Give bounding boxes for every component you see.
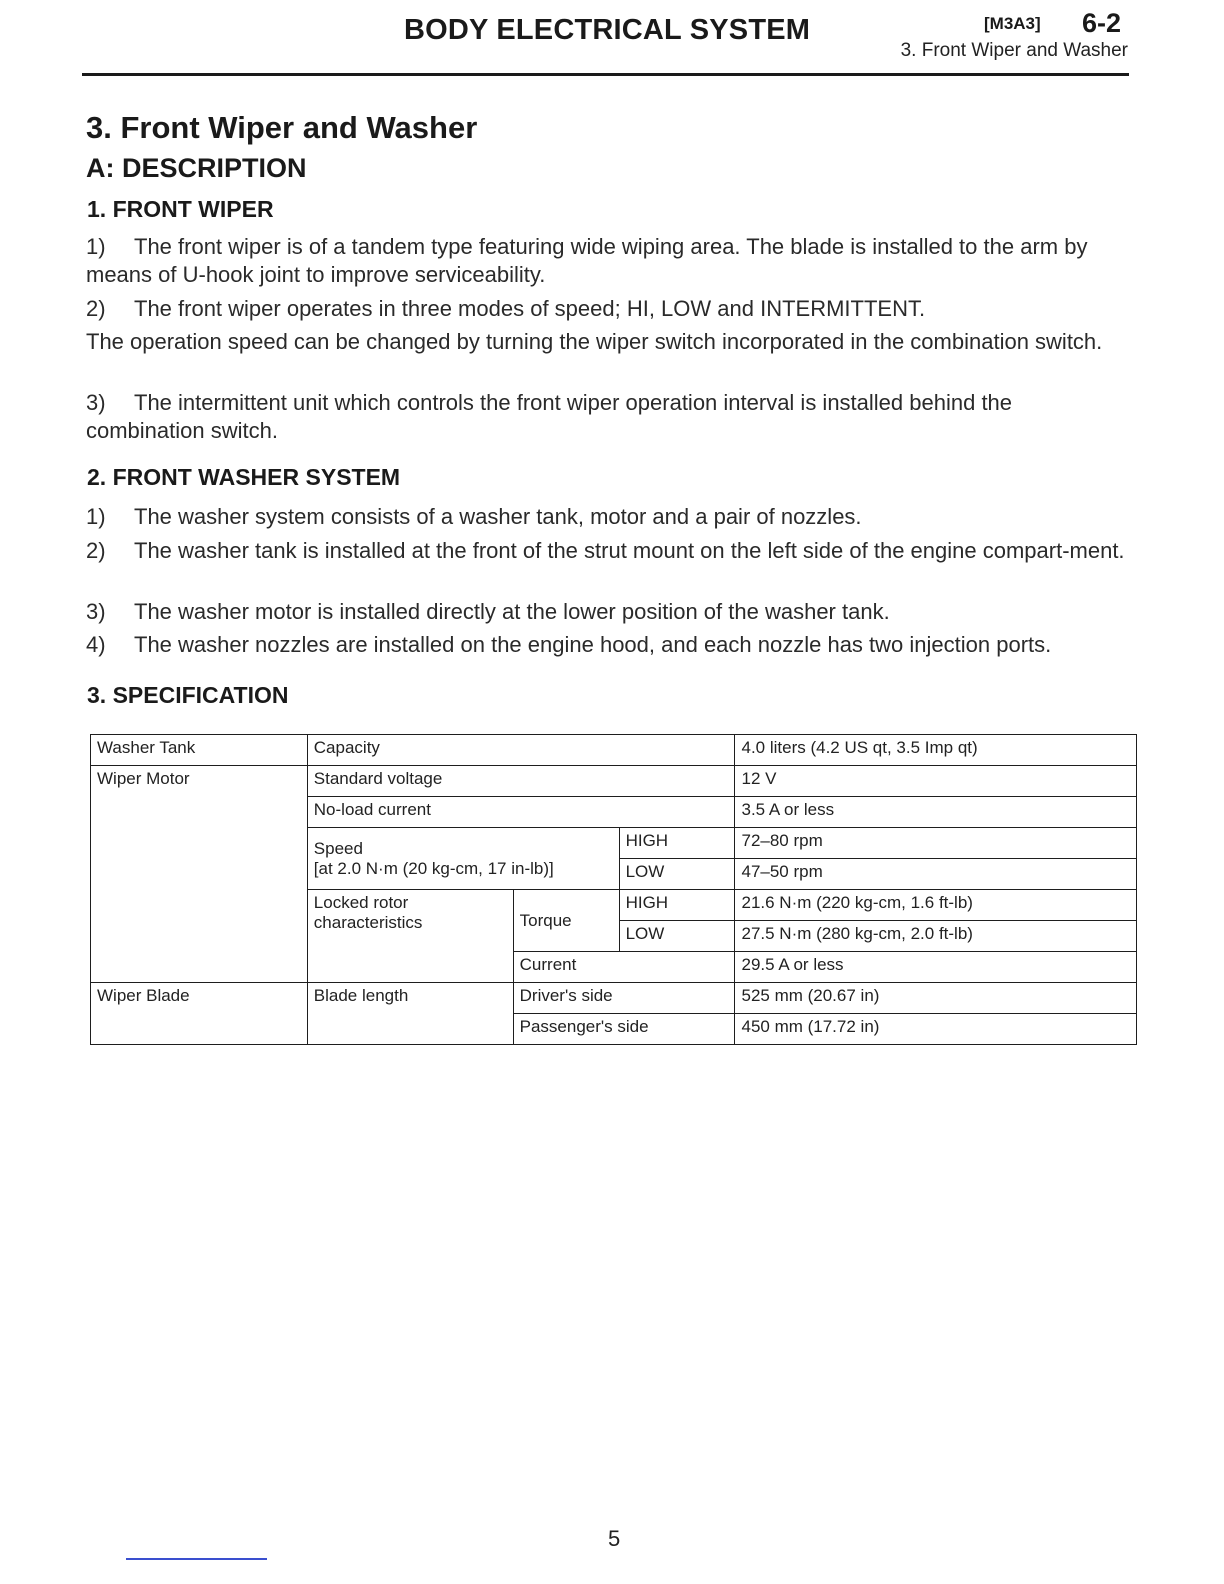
table-cell: 450 mm (17.72 in) xyxy=(735,1014,1137,1045)
front-wiper-item-2 xyxy=(86,295,1132,323)
table-row xyxy=(91,983,1137,1014)
table-cell: Wiper Blade xyxy=(91,983,308,1045)
item-text: The washer motor is installed directly at the lower position of the washer tank. xyxy=(134,599,890,624)
table-cell: Driver's side xyxy=(513,983,735,1014)
section-title: 3. Front Wiper and Washer xyxy=(86,110,478,145)
item-number: 2) xyxy=(86,538,106,563)
washer-item-4 xyxy=(86,631,1132,659)
table-cell: Washer Tank xyxy=(91,735,308,766)
header-subtitle: 3. Front Wiper and Washer xyxy=(900,40,1128,61)
front-wiper-heading: 1. FRONT WIPER xyxy=(87,196,274,222)
table-cell: Torque xyxy=(513,890,619,952)
page-number: 5 xyxy=(608,1526,621,1551)
item-text: The operation speed can be changed by turning the wiper switch incorporated in the combination switch. xyxy=(86,329,1103,354)
description-heading: A: DESCRIPTION xyxy=(86,153,307,183)
table-cell: HIGH xyxy=(619,890,735,921)
item-text: The intermittent unit which controls the front wiper operation interval is installed behind the combination switch. xyxy=(86,390,1013,443)
item-text: The washer nozzles are installed on the engine hood, and each nozzle has two injection ports. xyxy=(134,632,1052,657)
item-text: The front wiper is of a tandem type featuring wide wiping area. The blade is installed to the arm by means of U-hook joint to improve serviceability. xyxy=(86,234,1088,287)
item-text: The front wiper operates in three modes of speed; HI, LOW and INTERMITTENT. xyxy=(134,296,926,321)
table-cell: No-load current xyxy=(307,797,735,828)
table-cell: 21.6 N·m (220 kg-cm, 1.6 ft-lb) xyxy=(735,890,1137,921)
header-divider xyxy=(82,73,1129,76)
specification-heading: 3. SPECIFICATION xyxy=(87,682,289,708)
table-cell: 4.0 liters (4.2 US qt, 3.5 Imp qt) xyxy=(735,735,1137,766)
washer-heading: 2. FRONT WASHER SYSTEM xyxy=(87,464,401,490)
table-cell: Current xyxy=(513,952,735,983)
table-cell: HIGH xyxy=(619,828,735,859)
locked-rotor-label: Locked rotor xyxy=(313,893,409,912)
table-cell: 29.5 A or less xyxy=(735,952,1137,983)
table-cell: Capacity xyxy=(307,735,735,766)
washer-item-3 xyxy=(86,598,1132,626)
table-cell: LOW xyxy=(619,859,735,890)
table-cell: 27.5 N·m (280 kg-cm, 2.0 ft-lb) xyxy=(735,921,1137,952)
table-cell xyxy=(307,828,619,890)
front-wiper-item-note xyxy=(86,328,1132,356)
specification-table xyxy=(90,734,1137,1045)
item-number: 1) xyxy=(86,234,106,259)
speed-label: Speed xyxy=(313,838,363,858)
table-cell xyxy=(307,890,513,983)
item-text: The washer system consists of a washer tank, motor and a pair of nozzles. xyxy=(134,504,862,529)
front-wiper-item-3 xyxy=(86,389,1132,445)
chapter-title: BODY ELECTRICAL SYSTEM xyxy=(404,14,811,46)
table-cell: 72–80 rpm xyxy=(735,828,1137,859)
section-code: [M3A3] xyxy=(984,14,1041,33)
footer-line xyxy=(126,1558,267,1560)
item-number: 4) xyxy=(86,632,106,657)
item-number: 3) xyxy=(86,599,106,624)
page-reference: 6-2 xyxy=(1082,8,1122,38)
item-number: 2) xyxy=(86,296,106,321)
table-cell: 525 mm (20.67 in) xyxy=(735,983,1137,1014)
speed-condition: [at 2.0 N·m (20 kg-cm, 17 in-lb)] xyxy=(313,858,554,878)
table-cell: 12 V xyxy=(735,766,1137,797)
table-row xyxy=(91,735,1137,766)
table-cell: Passenger's side xyxy=(513,1014,735,1045)
table-row xyxy=(91,766,1137,797)
table-cell: Wiper Motor xyxy=(91,766,308,983)
washer-item-1 xyxy=(86,503,1132,531)
table-cell: LOW xyxy=(619,921,735,952)
table-cell: Standard voltage xyxy=(307,766,735,797)
front-wiper-item-1 xyxy=(86,233,1132,289)
table-cell: 3.5 A or less xyxy=(735,797,1137,828)
item-text: The washer tank is installed at the front of the strut mount on the left side of the engine compart-ment. xyxy=(134,538,1125,563)
table-cell: Blade length xyxy=(307,983,513,1045)
washer-item-2 xyxy=(86,537,1132,565)
characteristics-label: characteristics xyxy=(313,913,423,932)
item-number: 3) xyxy=(86,390,106,415)
item-number: 1) xyxy=(86,504,106,529)
table-cell: 47–50 rpm xyxy=(735,859,1137,890)
